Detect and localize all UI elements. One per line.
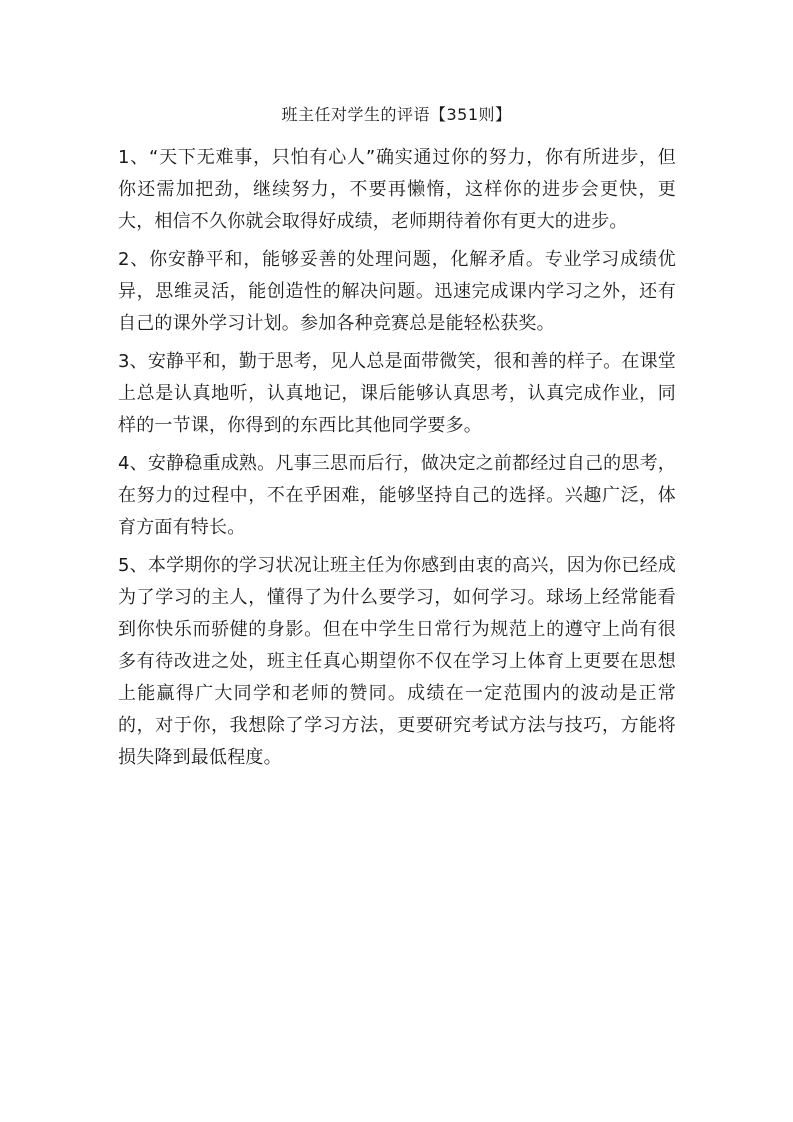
paragraph-2: 2、你安静平和，能够妥善的处理问题，化解矛盾。专业学习成绩优异，思维灵活，能创造性的解决问题。迅速完成课内学习之外，还有自己的课外学习计划。参加各种竞赛总是能轻松获奖。 (118, 249, 676, 334)
paragraph-1: 1、“天下无难事，只怕有心人”确实通过你的努力，你有所进步，但你还需加把劲，继续努力，不要再懒惰，这样你的进步会更快，更大，相信不久你就会取得好成绩，老师期待着你有更大的进步。 (118, 147, 676, 232)
document-title: 班主任对学生的评语【351则】 (281, 105, 512, 124)
paragraph-5: 5、本学期你的学习状况让班主任为你感到由衷的高兴，因为你已经成为了学习的主人，懂得了为什么要学习，如何学习。球场上经常能看到你快乐而骄健的身影。但在中学生日常行为规范上的遵守上尚有很多有待改进之处，班主任真心期望你不仅在学习上体育上更要在思想上能赢得广大同学和老师的赞同。成绩在一定范围内的波动是正常的，对于你，我想除了学习方法，更要研究考试方法与技巧，方能将损失降到最低程度。 (118, 555, 676, 768)
paragraph-4: 4、安静稳重成熟。凡事三思而后行，做决定之前都经过自己的思考，在努力的过程中，不在乎困难，能够坚持自己的选择。兴趣广泛，体育方面有特长。 (118, 453, 676, 538)
paragraph-3: 3、安静平和，勤于思考，见人总是面带微笑，很和善的样子。在课堂上总是认真地听，认真地记，课后能够认真思考，认真完成作业，同样的一节课，你得到的东西比其他同学要多。 (118, 351, 676, 436)
document-body (118, 142, 676, 780)
